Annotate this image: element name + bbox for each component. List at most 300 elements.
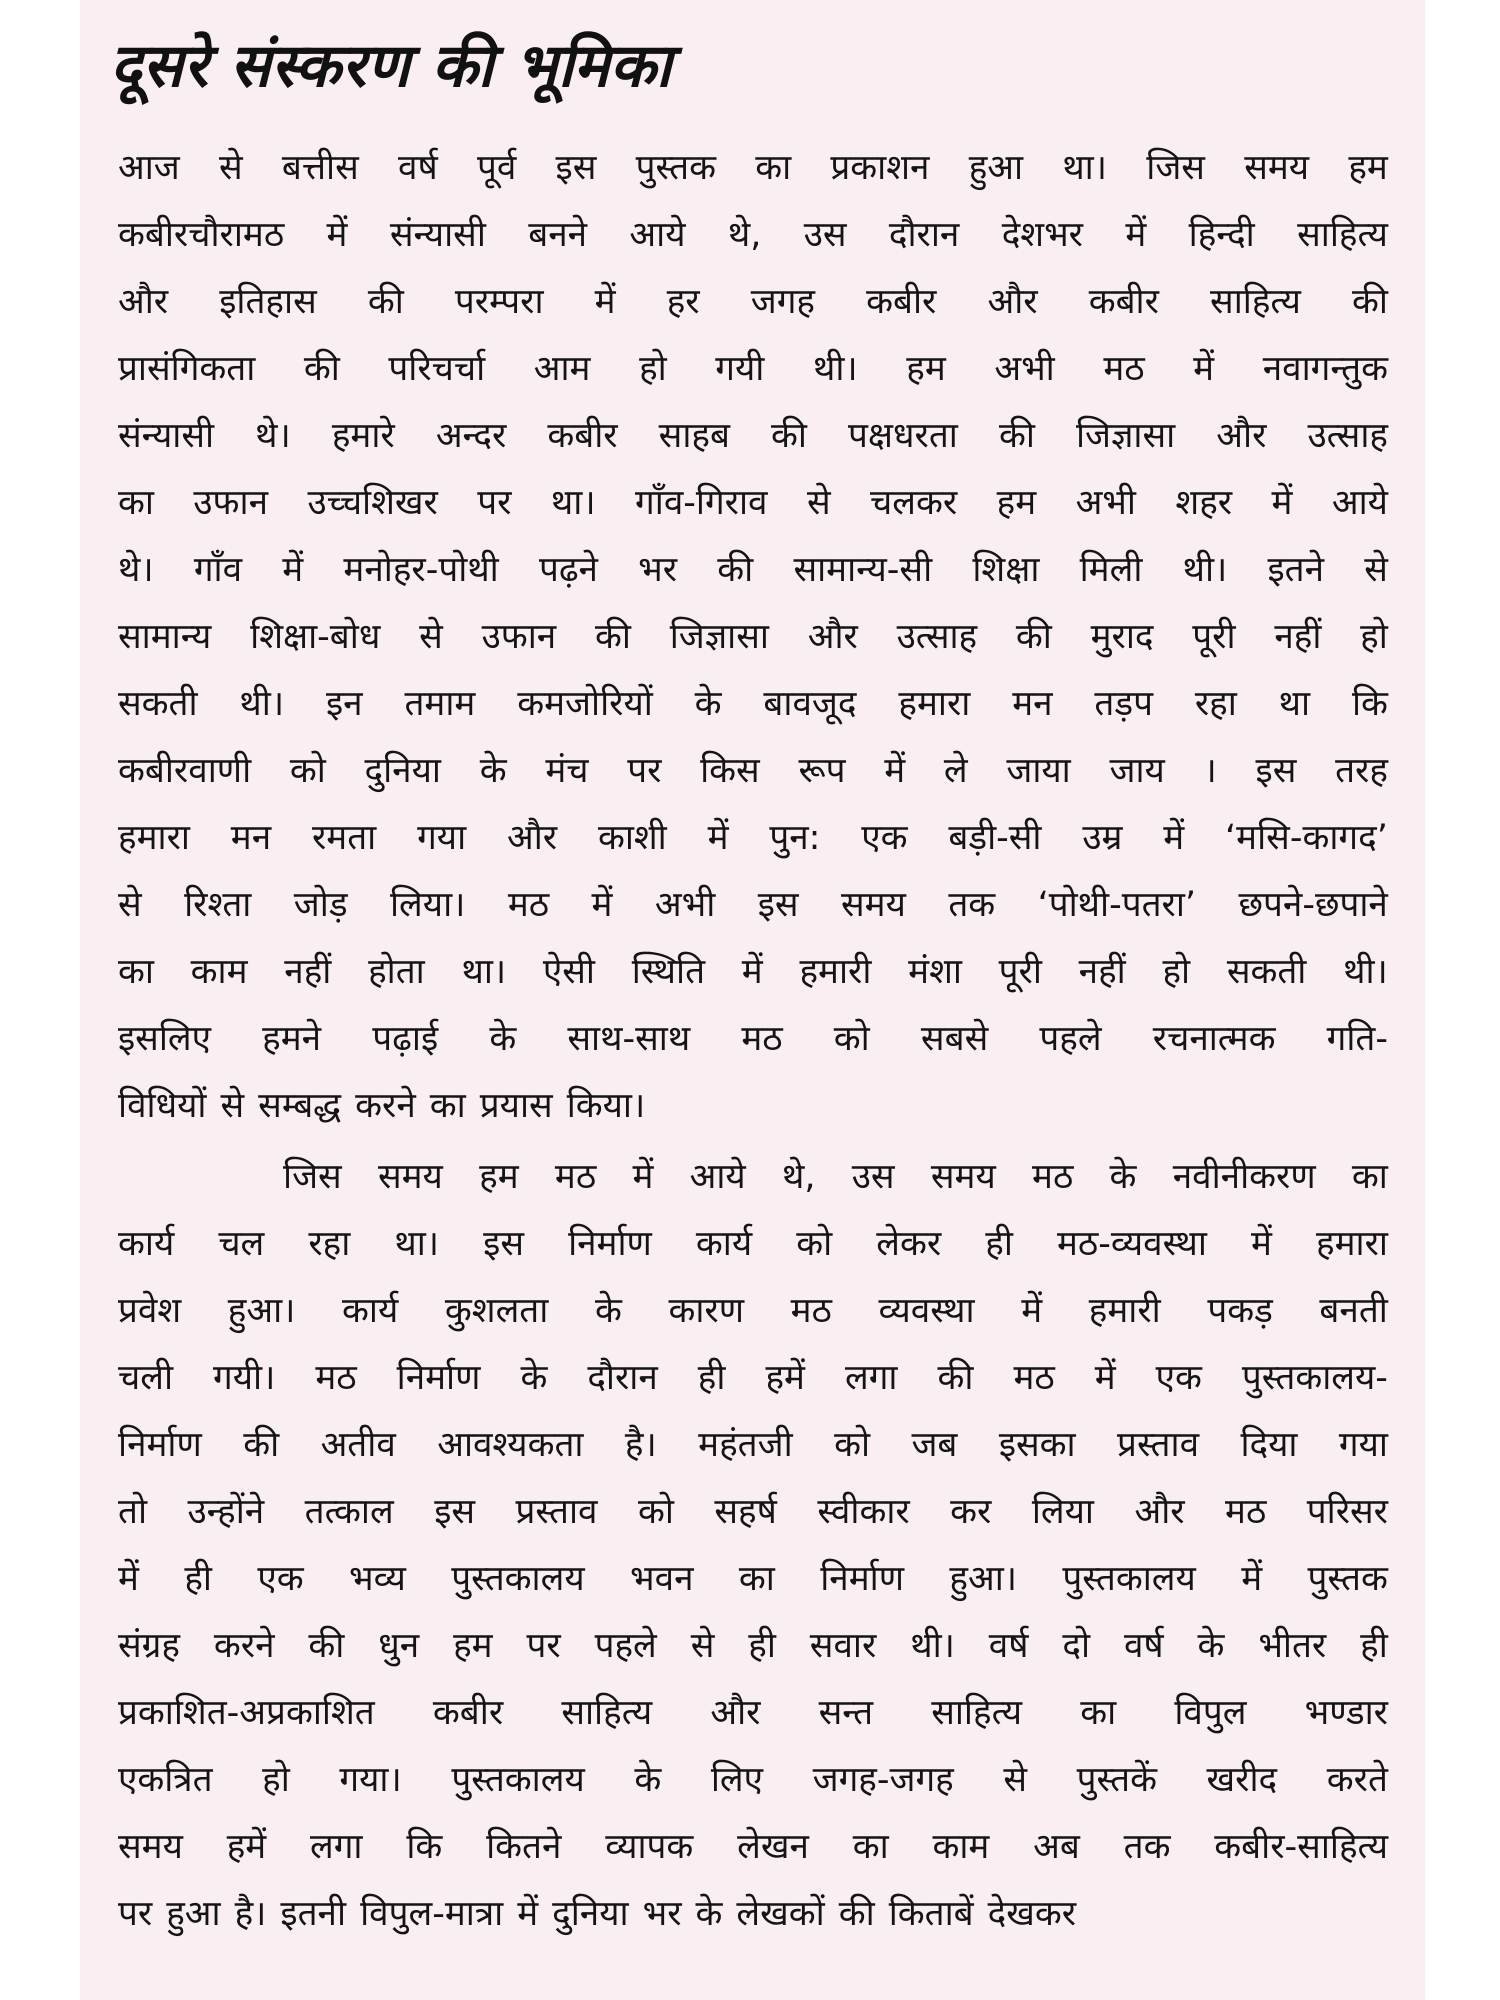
word: उत्साह <box>1307 416 1388 456</box>
word: था। <box>1062 148 1108 188</box>
word: का <box>852 1827 889 1867</box>
paragraph-2-line <box>118 1881 1388 1948</box>
paragraph-1-line <box>118 671 1388 738</box>
word: की <box>1015 617 1052 657</box>
word: वर्ष <box>988 1626 1029 1666</box>
word: हमारी <box>799 952 872 992</box>
word: उच्चशिखर <box>307 483 438 523</box>
word: हमें <box>765 1358 805 1398</box>
word: रूप <box>798 751 846 791</box>
word: तरह <box>1335 751 1388 791</box>
word: वर्ष <box>398 148 438 188</box>
word: आये <box>1331 483 1388 523</box>
word: इतने <box>1267 550 1325 590</box>
word: व्यापक <box>605 1827 694 1867</box>
word: में <box>517 1894 539 1934</box>
word: इतनी <box>280 1894 347 1934</box>
word: कबीर <box>866 282 937 322</box>
word: परिसर <box>1306 1492 1388 1532</box>
word: के <box>479 751 507 791</box>
word: वर्ष <box>1123 1626 1164 1666</box>
word: मठ <box>507 885 550 925</box>
word: साहित्य <box>931 1693 1023 1733</box>
word: थी। <box>812 349 858 389</box>
word: थी। <box>910 1626 955 1666</box>
word: । <box>1203 751 1217 791</box>
paragraph-1-line <box>118 336 1388 403</box>
word: तक <box>1123 1827 1171 1867</box>
word: किया। <box>566 1086 646 1126</box>
word: एक <box>1155 1358 1202 1398</box>
word: थी। <box>239 684 285 724</box>
word: अन्दर <box>435 416 507 456</box>
word: इस <box>483 1224 524 1264</box>
paragraph-2-line <box>118 1546 1388 1613</box>
word: निर्माण <box>396 1358 481 1398</box>
word: से <box>220 1086 245 1126</box>
paragraph-1-line <box>118 202 1388 269</box>
word: प्रस्ताव <box>515 1492 598 1532</box>
word: साहित्य <box>1297 215 1388 255</box>
word: सबसे <box>920 1019 989 1059</box>
word: कबीर-साहित्य <box>1214 1827 1388 1867</box>
word: साथ-साथ <box>567 1019 691 1059</box>
word: अतीव <box>320 1425 396 1465</box>
word: को <box>834 1425 871 1465</box>
word: थे। <box>255 416 291 456</box>
word: है। <box>624 1425 657 1465</box>
word: गया <box>1338 1425 1388 1465</box>
word: मन <box>230 818 272 858</box>
word: सामान्य <box>118 617 212 657</box>
word: की <box>308 1626 345 1666</box>
word: साहब <box>658 416 730 456</box>
word: नहीं <box>284 952 332 992</box>
word: हमारी <box>1088 1291 1161 1331</box>
word: मठ <box>741 1019 783 1059</box>
paragraph-1-line <box>118 537 1388 604</box>
word: को <box>637 1492 674 1532</box>
word: में <box>1251 1224 1272 1264</box>
word: तमाम <box>404 684 476 724</box>
word: इस <box>1255 751 1297 791</box>
word: में <box>282 550 304 590</box>
word: मठ <box>1032 1157 1074 1197</box>
word: हम <box>479 1157 519 1197</box>
word: के <box>520 1358 548 1398</box>
word: हम <box>1348 148 1388 188</box>
word: में <box>118 1559 139 1599</box>
word: पुस्तकें <box>1076 1760 1157 1800</box>
word: जाया <box>1006 751 1071 791</box>
word: नवागन्तुक <box>1262 349 1388 389</box>
word: मठ <box>315 1358 357 1398</box>
word: आये <box>689 1157 746 1197</box>
word: संग्रह <box>118 1626 180 1666</box>
paragraph-1-line <box>118 1073 1388 1140</box>
word: शिक्षा-बोध <box>250 617 381 657</box>
word: से <box>1364 550 1388 590</box>
word: उम्र <box>1082 818 1123 858</box>
word: तत्काल <box>304 1492 394 1532</box>
word: गया। <box>339 1760 402 1800</box>
word: इस <box>434 1492 476 1532</box>
word: से <box>218 148 243 188</box>
word: साहित्य <box>1210 282 1301 322</box>
word: दौरान <box>888 215 960 255</box>
word: से <box>690 1626 715 1666</box>
word: की <box>838 1894 875 1934</box>
word: बनती <box>1319 1291 1388 1331</box>
word: में <box>707 818 729 858</box>
word: के <box>695 1894 723 1934</box>
word: हिन्दी <box>1188 215 1255 255</box>
word: ही <box>697 1358 726 1398</box>
paragraph-2-line <box>118 1278 1388 1345</box>
word: की <box>937 1358 974 1398</box>
word: हमारा <box>898 684 971 724</box>
word: गाँव-गिराव <box>635 483 768 523</box>
word: चलकर <box>870 483 958 523</box>
word: हमारा <box>118 818 190 858</box>
word: पढ़ाई <box>372 1019 439 1059</box>
word: गयी। <box>213 1358 276 1398</box>
paragraph-2-line <box>118 1144 1388 1211</box>
word: संन्यासी <box>118 416 215 456</box>
word: विधियों <box>118 1086 207 1126</box>
word: जोड़ <box>293 885 348 925</box>
word: कबीरवाणी <box>118 751 252 791</box>
word: प्रकाशन <box>830 148 930 188</box>
paragraph-1-line <box>118 805 1388 872</box>
word: समय <box>841 885 906 925</box>
word: इस <box>555 148 597 188</box>
word: पर <box>118 1894 153 1934</box>
word: कर <box>950 1492 992 1532</box>
word: हुआ <box>166 1894 221 1934</box>
word: सकती <box>118 684 198 724</box>
word: लगा <box>844 1358 898 1398</box>
word: कार्य <box>695 1224 753 1264</box>
word: थे। <box>118 550 154 590</box>
word: जगह-जगह <box>812 1760 954 1800</box>
word: ही <box>1360 1626 1388 1666</box>
word: में <box>1241 1559 1263 1599</box>
word: मनोहर-पोथी <box>343 550 499 590</box>
word: सहर्ष <box>714 1492 777 1532</box>
word: कबीर <box>547 416 618 456</box>
word: इस <box>757 885 799 925</box>
word: आज <box>118 148 180 188</box>
word: एक <box>257 1559 304 1599</box>
word: कार्य <box>342 1291 399 1331</box>
word: स्वीकार <box>817 1492 910 1532</box>
word: प्रकाशित-अप्रकाशित <box>118 1693 375 1733</box>
word: उन्होंने <box>187 1492 265 1532</box>
word: इतिहास <box>219 282 317 322</box>
word: के <box>634 1760 662 1800</box>
word: जाय <box>1109 751 1165 791</box>
word: चल <box>218 1224 265 1264</box>
paragraph-1-line <box>118 470 1388 537</box>
word: हुआ। <box>227 1291 296 1331</box>
word: अभी <box>1075 483 1136 523</box>
paragraph-2-line <box>118 1747 1388 1814</box>
word: हो <box>1162 952 1191 992</box>
word: पर <box>477 483 512 523</box>
word: और <box>710 1693 761 1733</box>
word: साहित्य <box>561 1693 653 1733</box>
word: का <box>118 483 154 523</box>
word: कबीर <box>1088 282 1159 322</box>
word: दुनिया <box>552 1894 629 1934</box>
word: थी। <box>1182 550 1228 590</box>
word: पर <box>526 1626 561 1666</box>
word: समय <box>930 1157 996 1197</box>
word: पकड़ <box>1207 1291 1273 1331</box>
word: हुआ <box>968 148 1024 188</box>
paragraph-2-line <box>118 1814 1388 1881</box>
word: से <box>419 617 443 657</box>
word: रहा <box>308 1224 351 1264</box>
word: किताबें <box>888 1894 974 1934</box>
word: की <box>717 550 754 590</box>
word: धुन <box>378 1626 420 1666</box>
word: के <box>594 1291 622 1331</box>
word: पुस्तकालय <box>1062 1559 1196 1599</box>
word: में <box>1094 1358 1116 1398</box>
word: अभी <box>994 349 1055 389</box>
word: दो <box>1062 1626 1091 1666</box>
word: दौरान <box>587 1358 658 1398</box>
word: आये <box>629 215 686 255</box>
word: की <box>594 617 631 657</box>
paragraph-2-line <box>118 1479 1388 1546</box>
word: अब <box>1033 1827 1080 1867</box>
word: देशभर <box>1001 215 1083 255</box>
word: कि <box>1351 684 1388 724</box>
word: कुशलता <box>444 1291 549 1331</box>
word: कबीरचौरामठ <box>118 215 285 255</box>
word: की <box>998 416 1035 456</box>
word: लेकर <box>876 1224 942 1264</box>
word: में <box>1271 483 1293 523</box>
word: प्रस्ताव <box>1117 1425 1200 1465</box>
paragraph-2-line <box>118 1211 1388 1278</box>
word: नहीं <box>1078 952 1126 992</box>
word: हो <box>262 1760 290 1800</box>
word: गति- <box>1326 1019 1388 1059</box>
word: का <box>755 148 792 188</box>
word: था <box>1278 684 1311 724</box>
word: कि <box>406 1827 443 1867</box>
word: विपुल <box>1174 1693 1247 1733</box>
word: लिया। <box>389 885 466 925</box>
word: हो <box>639 349 667 389</box>
word: पहले <box>1039 1019 1102 1059</box>
word: हो <box>1360 617 1388 657</box>
word: की <box>367 282 404 322</box>
word: और <box>807 617 858 657</box>
word: पुस्तक <box>1307 1559 1388 1599</box>
word: नवीनीकरण <box>1172 1157 1316 1197</box>
word: मंच <box>545 751 589 791</box>
word: में <box>741 952 763 992</box>
word: मठ <box>790 1291 832 1331</box>
word: भव्य <box>348 1559 406 1599</box>
word: निर्माण <box>820 1559 905 1599</box>
word: आम <box>533 349 591 389</box>
word: में <box>1021 1291 1043 1331</box>
word: में <box>1163 818 1185 858</box>
paragraph-1-line <box>118 738 1388 805</box>
word: स्थिति <box>631 952 706 992</box>
word: में <box>632 1157 654 1197</box>
word: से <box>1003 1760 1028 1800</box>
word: में <box>1193 349 1215 389</box>
word: बावजूद <box>763 684 857 724</box>
word: मठ <box>554 1157 597 1197</box>
word: देखकर <box>987 1894 1077 1934</box>
word: समय <box>1244 148 1310 188</box>
word: पुन: <box>769 818 821 858</box>
word: पर <box>627 751 662 791</box>
word: लिया <box>1031 1492 1094 1532</box>
word: बत्तीस <box>281 148 359 188</box>
word: का <box>738 1559 775 1599</box>
word: हम <box>906 349 946 389</box>
word: जिस <box>1146 148 1205 188</box>
word: बड़ी-सी <box>948 818 1042 858</box>
word: मन <box>1012 684 1053 724</box>
word: पहले <box>594 1626 657 1666</box>
word: ही <box>985 1224 1013 1264</box>
word: परिचर्चा <box>388 349 486 389</box>
word: पूर्व <box>476 148 517 188</box>
word: और <box>1134 1492 1185 1532</box>
word: मठ <box>1103 349 1145 389</box>
word: में <box>884 751 906 791</box>
word: थे, <box>727 215 762 255</box>
paragraph-1-line <box>118 269 1388 336</box>
word: निर्माण <box>568 1224 652 1264</box>
word: काम <box>932 1827 990 1867</box>
word: को <box>796 1224 833 1264</box>
word: व्यवस्था <box>878 1291 975 1331</box>
word: उस <box>851 1157 895 1197</box>
page-heading: दूसरे संस्करण की भूमिका <box>110 31 672 101</box>
word: मंशा <box>908 952 962 992</box>
word: थी। <box>1343 952 1388 992</box>
word: के <box>489 1019 517 1059</box>
word: पढ़ने <box>538 550 598 590</box>
word: ‘मसि-कागद’ <box>1225 818 1388 858</box>
word: की <box>771 416 807 456</box>
word: जिज्ञासा <box>669 617 769 657</box>
word: भर <box>638 550 678 590</box>
word: मठ <box>1013 1358 1055 1398</box>
word: प्रयास <box>479 1086 553 1126</box>
word: पुस्तकालय- <box>1241 1358 1388 1398</box>
word: उफान <box>193 483 269 523</box>
word: का <box>429 1086 466 1126</box>
word: के <box>1109 1157 1137 1197</box>
word: लेखकों <box>736 1894 825 1934</box>
word: थे, <box>781 1157 816 1197</box>
word: पुस्तकालय <box>451 1760 585 1800</box>
paragraph-1-line <box>118 1006 1388 1073</box>
word: नहीं <box>1274 617 1322 657</box>
paragraph-1-line <box>118 872 1388 939</box>
word: में <box>591 885 613 925</box>
word: का <box>1080 1693 1117 1733</box>
word: ऐसी <box>542 952 595 992</box>
word: था। <box>394 1224 440 1264</box>
word: सवार <box>809 1626 877 1666</box>
word: समय <box>377 1157 443 1197</box>
word: रहा <box>1194 684 1237 724</box>
word: हमारा <box>1316 1224 1388 1264</box>
word: इसलिए <box>118 1019 211 1059</box>
word: प्रासंगिकता <box>118 349 256 389</box>
word: शहर <box>1175 483 1233 523</box>
word: में <box>1125 215 1147 255</box>
word: तड़प <box>1094 684 1153 724</box>
word: समय <box>118 1827 183 1867</box>
word: मठ <box>1225 1492 1267 1532</box>
word: और <box>118 282 169 322</box>
word: को <box>289 751 326 791</box>
word: रिश्ता <box>184 885 252 925</box>
word: हम <box>996 483 1037 523</box>
word: मुराद <box>1090 617 1154 657</box>
word: प्रवेश <box>118 1291 182 1331</box>
word: के <box>1197 1626 1225 1666</box>
word: से <box>118 885 142 925</box>
word: ले <box>943 751 968 791</box>
word: ‘पोथी-पतरा’ <box>1037 885 1197 925</box>
word: भीतर <box>1258 1626 1327 1666</box>
word: ही <box>748 1626 776 1666</box>
word: पुस्तक <box>635 148 716 188</box>
word: को <box>833 1019 870 1059</box>
word: महंतजी <box>698 1425 793 1465</box>
word: करते <box>1326 1760 1388 1800</box>
word: के <box>694 684 722 724</box>
body-text <box>118 135 1388 1948</box>
word: दिया <box>1240 1425 1298 1465</box>
word: और <box>1216 416 1267 456</box>
word: हम <box>453 1626 493 1666</box>
word: मठ-व्यवस्था <box>1056 1224 1207 1264</box>
word: की <box>303 349 340 389</box>
paragraph-2-line <box>118 1680 1388 1747</box>
word: तक <box>948 885 996 925</box>
word: पक्षधरता <box>848 416 958 456</box>
word: कितने <box>486 1827 562 1867</box>
paragraph-1-line <box>118 604 1388 671</box>
word: की <box>243 1425 280 1465</box>
word: निर्माण <box>118 1425 202 1465</box>
word: सम्बद्ध <box>258 1086 342 1126</box>
word: गया <box>417 818 467 858</box>
word: हुआ। <box>949 1559 1018 1599</box>
word: विपुल-मात्रा <box>360 1894 504 1934</box>
word: आवश्यकता <box>437 1425 584 1465</box>
word: अभी <box>654 885 716 925</box>
word: लगा <box>310 1827 363 1867</box>
word: काम <box>190 952 248 992</box>
